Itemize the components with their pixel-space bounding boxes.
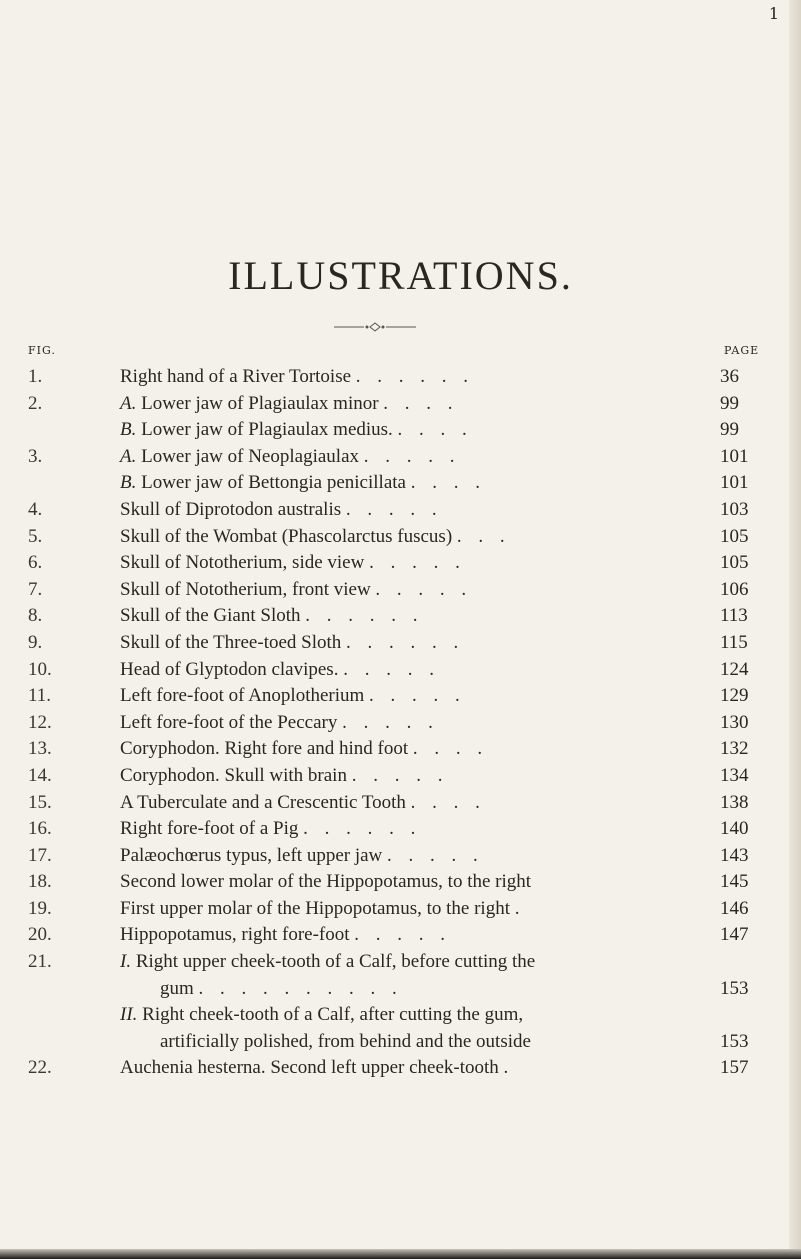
illustrations-list	[0, 364, 801, 1082]
caption-text: Lower jaw of Plagiaulax medius.	[141, 419, 393, 441]
list-item	[0, 843, 801, 870]
leader-dots: . . . . .	[375, 578, 473, 600]
figure-caption	[120, 577, 472, 604]
fig-column-header: FIG.	[28, 344, 56, 357]
page-number: 124	[720, 658, 749, 680]
caption-text: Right fore-foot of a Pig	[120, 818, 299, 840]
leader-dots: . . . .	[383, 392, 459, 414]
figure-caption	[160, 976, 403, 1003]
caption-text: Skull of the Three-toed Sloth	[120, 631, 342, 653]
list-item	[0, 816, 801, 843]
list-item	[0, 896, 801, 923]
figure-number: 21.	[28, 951, 52, 973]
figure-number: 2.	[28, 392, 43, 414]
figure-number: 7.	[28, 578, 43, 600]
list-item	[0, 577, 801, 604]
figure-sub-label: A.	[120, 392, 137, 414]
figure-caption	[120, 949, 535, 976]
caption-text: artificially polished, from behind and the outside	[160, 1030, 531, 1052]
caption-text: Skull of the Wombat (Phascolarctus fuscus)	[120, 525, 453, 547]
page-number: 36	[720, 366, 739, 387]
caption-text: Right cheek-tooth of a Calf, after cutting the gum,	[142, 1004, 524, 1026]
caption-text: Skull of Nototherium, side view	[120, 552, 365, 574]
page-number: 145	[720, 871, 749, 893]
figure-caption	[120, 1055, 514, 1082]
leader-dots: . . . . . .	[305, 605, 424, 627]
caption-text: First upper molar of the Hippopotamus, to the right	[120, 897, 510, 919]
caption-text: A Tuberculate and a Crescentic Tooth	[120, 791, 406, 813]
leader-dots: . . . . .	[351, 764, 449, 786]
list-item	[0, 391, 801, 418]
caption-text: Right upper cheek-tooth of a Calf, before cutting the	[135, 951, 536, 973]
figure-number: 4.	[28, 498, 43, 520]
page-number: 157	[720, 1057, 749, 1079]
figure-caption	[120, 524, 511, 551]
leader-dots: . . . . .	[342, 711, 439, 733]
page-title: ILLUSTRATIONS.	[228, 253, 573, 298]
figure-number: 13.	[28, 738, 52, 760]
divider-ornament	[334, 322, 416, 332]
caption-text: Lower jaw of Bettongia penicillata	[141, 472, 406, 494]
figure-number: 18.	[28, 871, 52, 893]
figure-caption	[120, 843, 484, 870]
list-item	[0, 364, 801, 391]
page-number: 113	[720, 605, 748, 627]
figure-number: 20.	[28, 924, 52, 946]
figure-number: 10.	[28, 658, 52, 680]
figure-number: 17.	[28, 844, 52, 866]
figure-number: 11.	[28, 685, 52, 707]
page-number: 134	[720, 764, 749, 786]
caption-text: gum	[160, 977, 194, 999]
page-number: 101	[720, 445, 749, 467]
list-item	[0, 630, 801, 657]
list-item	[0, 470, 801, 497]
figure-caption	[120, 869, 531, 896]
caption-text: Skull of Diprotodon australis	[120, 498, 342, 520]
list-item	[0, 922, 801, 949]
figure-caption	[120, 391, 459, 418]
page-number: 99	[720, 419, 739, 441]
list-item	[0, 683, 801, 710]
list-item	[0, 949, 801, 976]
page-number: 129	[720, 685, 749, 707]
leader-dots: . . . . . . . . . .	[198, 977, 403, 999]
caption-text: Palæochœrus typus, left upper jaw	[120, 844, 383, 866]
figure-caption	[120, 497, 443, 524]
page-number: 105	[720, 525, 749, 547]
list-item	[0, 497, 801, 524]
figure-number: 8.	[28, 605, 43, 627]
figure-caption	[120, 683, 466, 710]
figure-number: 16.	[28, 818, 52, 840]
page-number: 106	[720, 578, 749, 600]
figure-sub-label: B.	[120, 472, 137, 494]
caption-text: Head of Glyptodon clavipes.	[120, 658, 339, 680]
caption-text: Right hand of a River Tortoise	[120, 366, 352, 387]
leader-dots: . . . . .	[369, 685, 466, 707]
figure-caption	[120, 790, 486, 817]
leader-dots: . . . . .	[354, 924, 452, 946]
caption-text: Coryphodon. Skull with brain	[120, 764, 347, 786]
figure-sub-label: A.	[120, 445, 137, 467]
leader-dots: . . . . .	[387, 844, 484, 866]
leader-dots: . . . . . .	[346, 631, 465, 653]
figure-caption	[120, 922, 451, 949]
figure-caption	[120, 630, 464, 657]
leader-dots: . . . .	[410, 791, 486, 813]
list-item	[0, 869, 801, 896]
figure-caption	[120, 1002, 523, 1029]
leader-dots: .	[514, 897, 526, 919]
list-item	[0, 657, 801, 684]
page-number: 101	[720, 472, 749, 494]
caption-text: Lower jaw of Plagiaulax minor	[141, 392, 379, 414]
figure-caption	[120, 657, 440, 684]
leader-dots: . . . . .	[343, 658, 440, 680]
list-item	[0, 524, 801, 551]
leader-dots: .	[503, 1057, 515, 1079]
list-item	[0, 763, 801, 790]
list-item	[0, 550, 801, 577]
page-number: 130	[720, 711, 749, 733]
page-number: 146	[720, 897, 749, 919]
figure-sub-label: I.	[120, 951, 132, 973]
list-item	[0, 417, 801, 444]
leader-dots: . . . .	[412, 738, 489, 760]
figure-caption	[120, 364, 474, 391]
bottom-scan-edge	[0, 1249, 801, 1259]
figure-caption	[120, 736, 488, 763]
corner-mark: 1	[768, 4, 779, 23]
page-number: 138	[720, 791, 749, 813]
caption-text: Left fore-foot of Anoplotherium	[120, 685, 365, 707]
page-number: 143	[720, 844, 749, 866]
caption-text: Skull of Nototherium, front view	[120, 578, 371, 600]
figure-number: 6.	[28, 552, 43, 574]
figure-number: 5.	[28, 525, 43, 547]
list-item	[0, 1055, 801, 1082]
page-number: 115	[720, 631, 748, 653]
caption-text: Coryphodon. Right fore and hind foot	[120, 738, 409, 760]
figure-number: 3.	[28, 445, 43, 467]
caption-text: Lower jaw of Neoplagiaulax	[141, 445, 359, 467]
figure-caption	[120, 763, 448, 790]
figure-caption	[160, 1029, 531, 1056]
list-item	[0, 790, 801, 817]
caption-text: Auchenia hesterna. Second left upper cheek-tooth	[120, 1057, 499, 1079]
figure-sub-label: II.	[120, 1004, 138, 1026]
page-column-header: PAGE	[724, 344, 760, 357]
page-number: 132	[720, 738, 749, 760]
figure-number: 15.	[28, 791, 52, 813]
leader-dots: . . . .	[397, 419, 473, 441]
figure-caption	[120, 710, 439, 737]
leader-dots: . . . . .	[345, 498, 443, 520]
page-number: 153	[720, 977, 749, 999]
list-item	[0, 1002, 801, 1029]
list-item	[0, 710, 801, 737]
figure-caption	[120, 816, 421, 843]
figure-caption	[120, 470, 486, 497]
caption-text: Second lower molar of the Hippopotamus, to the right	[120, 871, 532, 893]
figure-caption	[120, 603, 424, 630]
figure-number: 14.	[28, 764, 52, 786]
list-item	[0, 1029, 801, 1056]
figure-caption	[120, 896, 525, 923]
figure-number: 22.	[28, 1057, 52, 1079]
leader-dots: . . . . .	[363, 445, 461, 467]
figure-number: 1.	[28, 366, 43, 387]
page-number: 140	[720, 818, 749, 840]
figure-caption	[120, 417, 473, 444]
page-number: 99	[720, 392, 739, 414]
figure-caption	[120, 550, 466, 577]
figure-caption	[120, 444, 461, 471]
page-number: 103	[720, 498, 749, 520]
leader-dots: . . . .	[410, 472, 486, 494]
caption-text: Skull of the Giant Sloth	[120, 605, 301, 627]
list-item	[0, 603, 801, 630]
list-item	[0, 444, 801, 471]
list-item	[0, 736, 801, 763]
list-item	[0, 976, 801, 1003]
figure-number: 12.	[28, 711, 52, 733]
leader-dots: . . . . . .	[303, 818, 422, 840]
leader-dots: . . . . .	[369, 552, 466, 574]
figure-number: 19.	[28, 897, 52, 919]
page-number: 105	[720, 552, 749, 574]
leader-dots: . . .	[456, 525, 511, 547]
leader-dots: . . . . . .	[355, 366, 475, 387]
caption-text: Hippopotamus, right fore-foot	[120, 924, 350, 946]
page-number: 153	[720, 1030, 749, 1052]
figure-number: 9.	[28, 631, 43, 653]
figure-sub-label: B.	[120, 419, 137, 441]
page-number: 147	[720, 924, 749, 946]
caption-text: Left fore-foot of the Peccary	[120, 711, 338, 733]
